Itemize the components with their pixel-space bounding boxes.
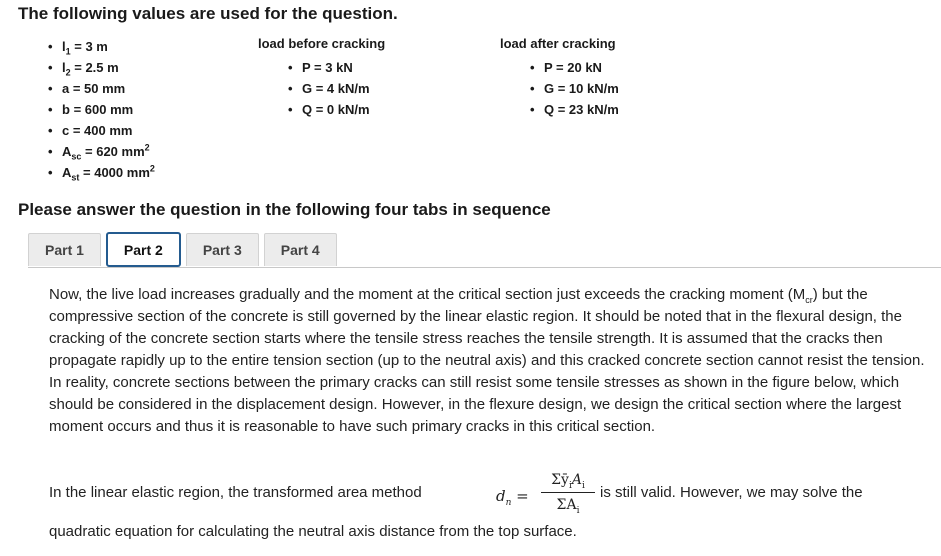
mcr-subscript: cr [805,295,813,305]
load-before-item: • P = 3 kN [288,57,385,78]
page-heading: The following values are used for the question. [18,4,398,23]
tab-part-4[interactable]: Part 4 [264,233,337,266]
tab-part-2[interactable]: Part 2 [106,232,181,267]
formula-denominator: $\Sigma A_i$ [556,497,580,516]
load-before-item: • Q = 0 kN/m [288,99,385,120]
given-value-item: • $A_{sc} = 620$ $mm^2$ [48,141,155,162]
load-before-cracking [258,34,385,120]
fraction-bar [541,492,595,493]
given-value-item: • a = 50 mm [48,78,155,99]
formula-lhs: $d_n$ = [496,487,529,508]
question-paragraph [49,284,929,438]
load-before-title: load before cracking [258,36,386,51]
load-after-item: • G = 10 kN/m [530,78,619,99]
formula-text-last-line: quadratic equation for calculating the neutral axis distance from the top surface. [49,523,577,540]
paragraph-rest: ) but the compressive section of the concrete is still governed by the linear elastic region. It should be noted that in the flexural design, the cracking of the concrete section starts where the tensile stress reaches the tensile strength. It is assumed that the cracks then propagate rapidly up to the entire tension section (up to the neutral axis) and this cracked concrete section cannot resist the tension. In reality, concrete sections between the primary cracks can still resist some tensile stresses as shown in the figure below, which should be considered in the displacement design. However, in the flexure design, we design the critical section where the largest moment occurs and thus it is reasonable to have such primary cracks in this critical section. [49,286,925,435]
given-value-item: • c = 400 mm [48,120,155,141]
formula-fraction [541,470,595,515]
formula-text-before: In the linear elastic region, the transformed area method [49,484,422,501]
formula-numerator: $\Sigma ȳ_iA_i$ [551,472,585,491]
load-after-cracking [500,34,619,120]
formula-text-after: is still valid. However, we may solve the [600,484,863,501]
paragraph-start: Now, the live load increases gradually and the moment at the critical section just exceeds the cracking moment (M [49,286,806,303]
tab-part-3[interactable]: Part 3 [186,233,259,266]
load-after-item: • Q = 23 kN/m [530,99,619,120]
given-value-item: • $l_1 = 3$ m [48,36,155,57]
formula-sentence [49,470,929,520]
load-after-title: load after cracking [500,36,616,51]
tab-part-1[interactable]: Part 1 [28,233,101,266]
part-tabs [28,233,342,268]
given-values-list [48,36,155,183]
given-value-item: • $l_2 = 2.5$ m [48,57,155,78]
given-value-item: • b = 600 mm [48,99,155,120]
load-after-item: • P = 20 kN [530,57,619,78]
given-value-item: • $A_{st} = 4000$ $mm^2$ [48,162,155,183]
instructions-heading: Please answer the question in the following four tabs in sequence [18,200,551,219]
load-before-item: • G = 4 kN/m [288,78,385,99]
